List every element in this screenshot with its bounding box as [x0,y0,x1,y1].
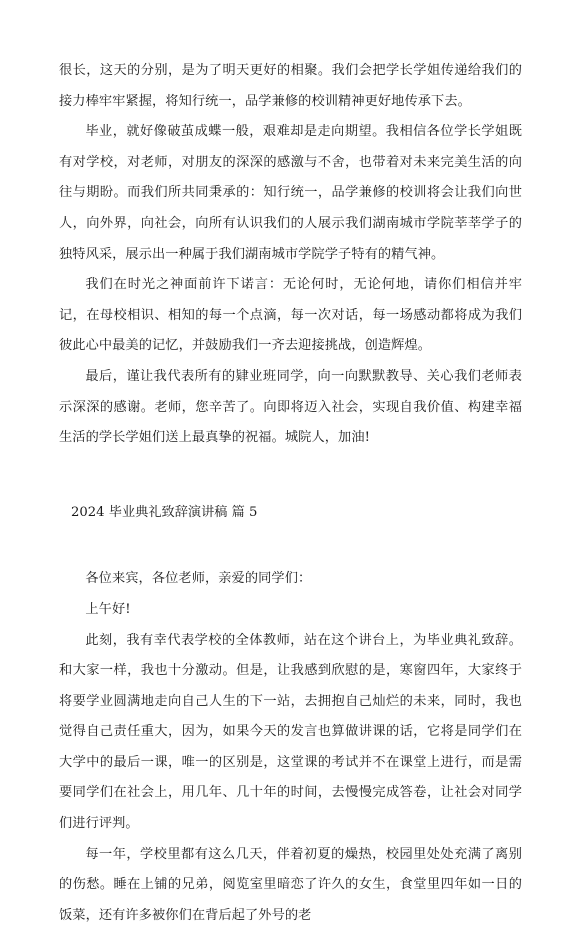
paragraph-speech-intro: 此刻，我有幸代表学校的全体教师，站在这个讲台上，为毕业典礼致辞。和大家一样，我也十分激动。但是，让我感到欣慰的是，寒窗四年，大家终于将要学业圆满地走向自己人生的下一站，去拥抱自己灿烂的未来，同时，我也觉得自己责任重大，因为，如果今天的发言也算做讲课的话，它将是同学们在大学中的最后一课，唯一的区别是，这堂课的考试并不在课堂上进行，而是需要同学们在社会上，用几年、几十年的时间，去慢慢完成答卷，让社会对同学们进行评判。 [59,632,522,832]
section-title: 2024 毕业典礼致辞演讲稿 篇 5 [71,504,258,520]
body-before-section [59,56,522,454]
paragraph-salutation: 各位来宾，各位老师，亲爱的同学们： [85,571,312,587]
body-after-section [59,564,522,931]
paragraph-greeting: 上午好! [85,601,131,617]
paragraph-closing-thanks: 最后，谨让我代表所有的肄业班同学，向一向默默教导、关心我们老师表示深深的感谢。老师，您辛苦了。向即将迈入社会，实现自我价值、构建幸福生活的学长学姐们送上最真挚的祝福。城院人，加油! [59,368,522,446]
paragraph-graduation-wish: 很长，这天的分别，是为了明天更好的相聚。我们会把学长学姐传递给我们的接力棒牢牢紧握，将知行统一，品学兼修的校训精神更好地传承下去。 [59,63,522,109]
section-spacer [59,528,522,564]
paragraph-butterfly: 毕业，就好像破茧成蝶一般，艰难却是走向期望。我相信各位学长学姐既有对学校，对老师，对朋友的深深的感激与不舍，也带着对未来完美生活的向往与期盼。而我们所共同秉承的：知行统一，品学兼修的校训将会让我们向世人，向外界，向社会，向所有认识我们的人展示我们湖南城市学院莘莘学子的独特风采，展示出一种属于我们湖南城市学院学子特有的精气神。 [59,124,522,262]
paragraph-farewell-season: 每一年，学校里都有这么几天，伴着初夏的燥热，校园里处处充满了离别的伤愁。睡在上铺的兄弟，阅览室里暗恋了许久的女生，食堂里四年如一日的饭菜，还有许多被你们在背后起了外号的老 [59,846,522,923]
paragraph-promise: 我们在时光之神面前许下诺言：无论何时，无论何地，请你们相信并牢记，在母校相识、相知的每一个点滴，每一次对话，每一场感动都将成为我们彼此心中最美的记忆，并鼓励我们一齐去迎接挑战，创造辉煌。 [59,277,522,354]
